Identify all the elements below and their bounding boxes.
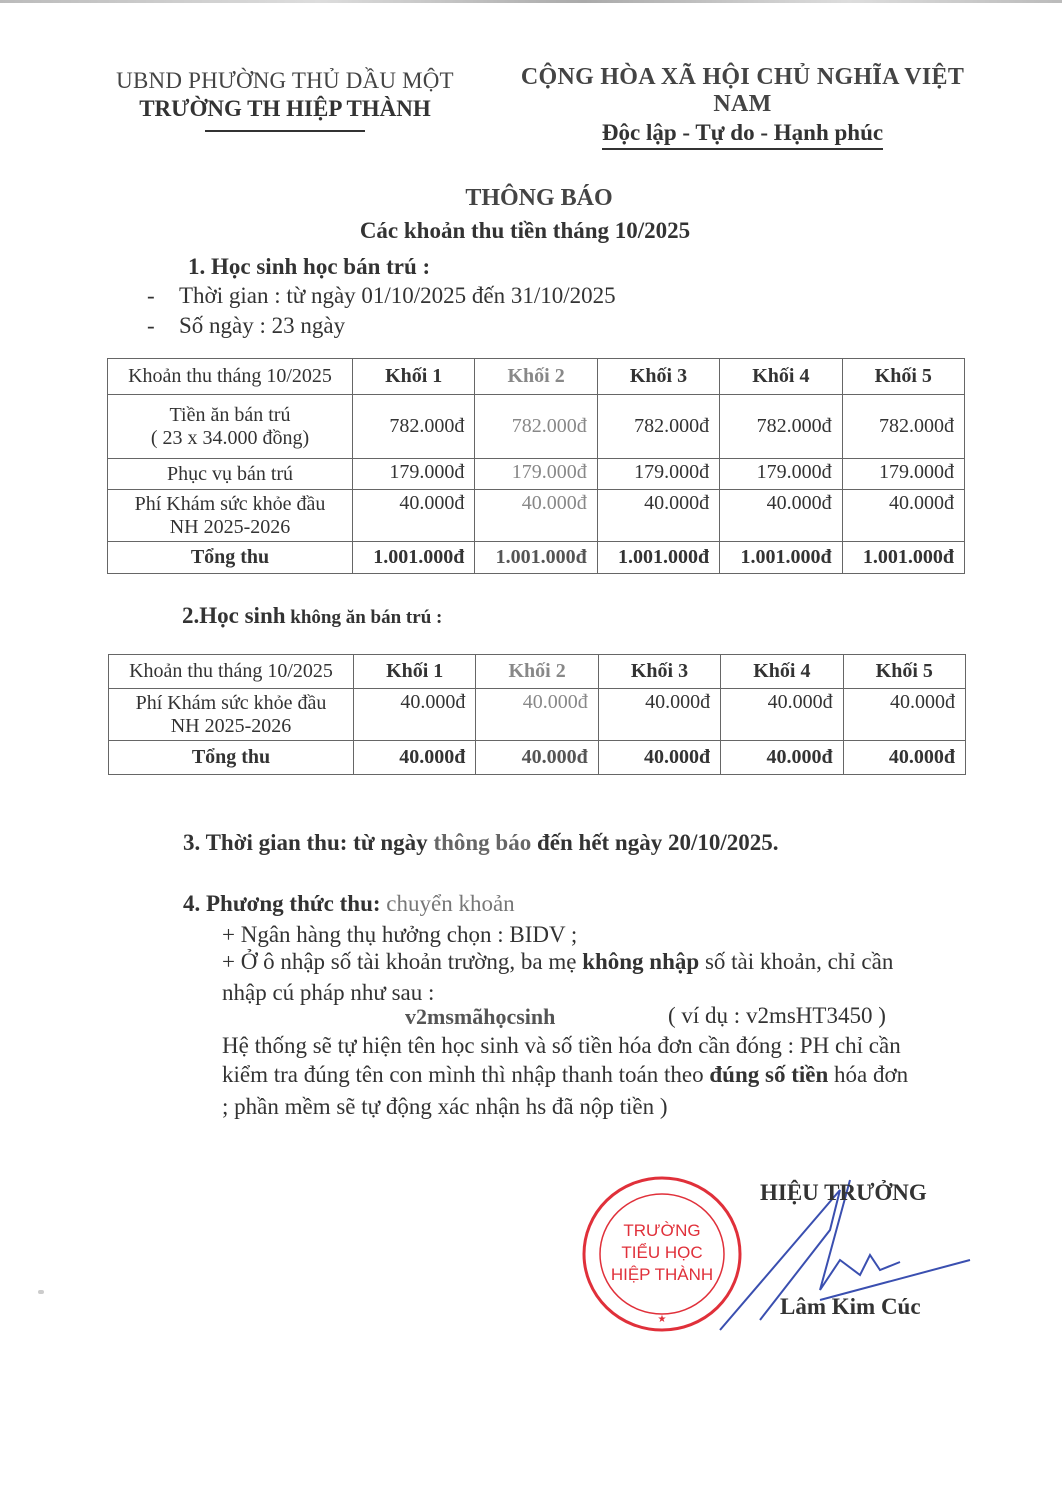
value-cell: 40.000đ — [353, 490, 475, 542]
collection-period — [183, 830, 779, 856]
row-label-line1: Phí Khám sức khỏe đầu — [134, 492, 326, 515]
payment-method-label: 4. Phương thức thu: — [183, 891, 381, 916]
total-cell: 1.001.000đ — [353, 542, 475, 574]
header-cell: Khối 3 — [597, 359, 719, 395]
value-cell: 782.000đ — [475, 395, 597, 459]
value-cell: 40.000đ — [721, 689, 843, 741]
system-line: Hệ thống sẽ tự hiện tên học sinh và số tiền hóa đơn cần đóng : PH chỉ cần — [222, 1033, 901, 1058]
row-label-line2: NH 2025-2026 — [169, 515, 291, 538]
fee-table-non-boarding — [108, 654, 966, 775]
stamp-line-1: TRƯỜNG — [623, 1221, 701, 1240]
total-cell: 1.001.000đ — [597, 542, 719, 574]
fee-table-boarding — [107, 358, 965, 574]
row-label — [109, 689, 354, 741]
signature-title: HIỆU TRƯỞNG — [760, 1180, 927, 1205]
value-cell: 40.000đ — [597, 490, 719, 542]
row-label-line1: Tiền ăn bán trú — [169, 403, 291, 426]
value-cell: 179.000đ — [353, 459, 475, 490]
row-label-line2: NH 2025-2026 — [170, 714, 292, 737]
header-left-rule — [205, 130, 365, 132]
row-label: Phục vụ bán trú — [108, 459, 353, 490]
account-instruction-a: + Ở ô nhập số tài khoản trường, ba mẹ — [222, 949, 583, 974]
section2-heading-main: 2.Học sinh — [182, 603, 286, 628]
value-cell: 179.000đ — [597, 459, 719, 490]
header-cell: Khối 2 — [475, 359, 597, 395]
auto-confirm-line: ; phần mềm sẽ tự động xác nhận hs đã nộp tiền ) — [222, 1094, 668, 1119]
table-row — [109, 689, 966, 741]
header-cell: Khối 5 — [843, 655, 965, 689]
national-motto: Độc lập - Tự do - Hạnh phúc — [602, 120, 883, 150]
check-line-b: hóa đơn — [828, 1062, 909, 1087]
row-label — [108, 395, 353, 459]
bullet-days — [147, 313, 345, 339]
bullet-period — [147, 283, 616, 309]
signatory-name: Lâm Kim Cúc — [780, 1294, 921, 1319]
total-cell: 1.001.000đ — [720, 542, 842, 574]
check-line-bold: đúng số tiền — [709, 1062, 829, 1087]
row-label-line2: ( 23 x 34.000 đồng) — [150, 426, 310, 449]
header-cell: Khoản thu tháng 10/2025 — [109, 655, 354, 689]
document-subtitle: Các khoản thu tiền tháng 10/2025 — [359, 218, 691, 243]
value-cell: 782.000đ — [720, 395, 842, 459]
value-cell: 40.000đ — [354, 689, 476, 741]
header-cell: Khối 1 — [353, 359, 475, 395]
header-cell: Khối 2 — [476, 655, 598, 689]
document-title: THÔNG BÁO — [465, 185, 613, 211]
school-name: TRƯỜNG TH HIỆP THÀNH — [139, 96, 431, 121]
check-line-a: kiểm tra đúng tên con mình thì nhập thanh toán theo — [222, 1062, 710, 1087]
national-title: CỘNG HÒA XÃ HỘI CHỦ NGHĨA VIỆT NAM — [520, 64, 965, 117]
account-instruction-b: số tài khoản, chỉ cần — [699, 949, 894, 974]
table-row — [108, 395, 965, 459]
bullet-text: Thời gian : từ ngày 01/10/2025 đến 31/10/2025 — [179, 283, 616, 308]
total-label: Tổng thu — [108, 542, 353, 574]
total-label: Tổng thu — [109, 741, 354, 775]
payment-method-value: chuyển khoản — [380, 891, 515, 916]
total-cell: 40.000đ — [598, 741, 720, 775]
stamp-line-3: HIỆP THÀNH — [610, 1265, 714, 1284]
value-cell: 782.000đ — [353, 395, 475, 459]
row-label — [108, 490, 353, 542]
payment-method — [183, 891, 515, 917]
header-cell: Khối 4 — [721, 655, 843, 689]
value-cell: 179.000đ — [842, 459, 964, 490]
section2-heading — [182, 603, 442, 629]
total-cell: 40.000đ — [721, 741, 843, 775]
transfer-example: ( ví dụ : v2msHT3450 ) — [668, 1003, 886, 1028]
value-cell: 179.000đ — [475, 459, 597, 490]
value-cell: 40.000đ — [598, 689, 720, 741]
collection-period-part3: đến hết ngày 20/10/2025. — [531, 830, 779, 855]
value-cell: 782.000đ — [597, 395, 719, 459]
header-cell: Khoản thu tháng 10/2025 — [108, 359, 353, 395]
stamp-star-icon: ★ — [657, 1314, 667, 1325]
stamp-line-2: TIỂU HỌC — [621, 1243, 703, 1262]
value-cell: 40.000đ — [843, 689, 965, 741]
value-cell: 782.000đ — [842, 395, 964, 459]
table-row — [108, 459, 965, 490]
section1-heading: 1. Học sinh học bán trú : — [188, 254, 431, 279]
header-right — [495, 64, 990, 150]
header-cell: Khối 4 — [720, 359, 842, 395]
header-cell: Khối 3 — [598, 655, 720, 689]
table-header-row — [108, 359, 965, 395]
total-row — [108, 542, 965, 574]
total-row — [109, 741, 966, 775]
total-cell: 40.000đ — [843, 741, 965, 775]
total-cell: 40.000đ — [476, 741, 598, 775]
bullet-dash: - — [147, 313, 155, 338]
bullet-dash: - — [147, 283, 155, 308]
row-label-line1: Phí Khám sức khỏe đầu — [135, 691, 327, 714]
total-cell: 40.000đ — [354, 741, 476, 775]
value-cell: 40.000đ — [475, 490, 597, 542]
value-cell: 40.000đ — [842, 490, 964, 542]
value-cell: 40.000đ — [720, 490, 842, 542]
table-header-row — [109, 655, 966, 689]
check-line — [222, 1060, 970, 1089]
bank-line: + Ngân hàng thụ hưởng chọn : BIDV ; — [222, 922, 578, 947]
scan-edge — [0, 0, 1062, 3]
header-cell: Khối 5 — [842, 359, 964, 395]
transfer-syntax: v2msmãhọcsinh — [405, 1004, 556, 1029]
table-row — [108, 490, 965, 542]
value-cell: 40.000đ — [476, 689, 598, 741]
collection-period-part2: thông báo — [433, 830, 532, 855]
account-instruction — [222, 947, 970, 976]
value-cell: 179.000đ — [720, 459, 842, 490]
scan-speck — [38, 1290, 44, 1294]
section2-heading-rest: không ăn bán trú : — [285, 607, 443, 628]
syntax-intro: nhập cú pháp như sau : — [222, 980, 435, 1005]
authority-name: UBND PHƯỜNG THỦ DẦU MỘT — [116, 68, 454, 93]
collection-period-part1: 3. Thời gian thu: từ ngày — [183, 830, 434, 855]
header-left — [100, 68, 470, 132]
bullet-text: Số ngày : 23 ngày — [179, 313, 346, 338]
total-cell: 1.001.000đ — [842, 542, 964, 574]
header-cell: Khối 1 — [354, 655, 476, 689]
account-instruction-bold: không nhập — [582, 949, 700, 974]
total-cell: 1.001.000đ — [475, 542, 597, 574]
